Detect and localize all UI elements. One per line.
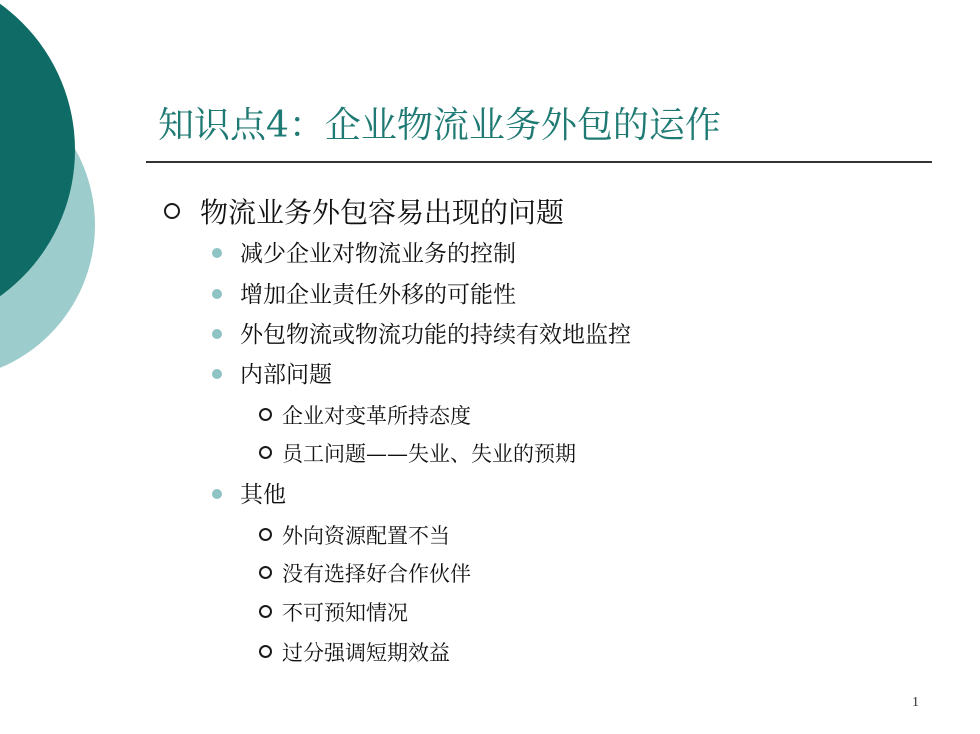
- hollow-circle-bullet-icon: [259, 645, 272, 658]
- bullet-level3-text: 不可预知情况: [282, 601, 408, 625]
- bullet-level2-text: 减少企业对物流业务的控制: [240, 241, 516, 267]
- bullet-level3-row: [259, 400, 471, 432]
- bullet-level1-row: [164, 193, 564, 233]
- hollow-circle-bullet-icon: [259, 566, 272, 579]
- filled-circle-bullet-icon: [212, 369, 222, 379]
- bullet-level2-text: 外包物流或物流功能的持续有效地监控: [240, 322, 631, 348]
- bullet-level2-text: 内部问题: [240, 362, 332, 388]
- bullet-level2-text: 增加企业责任外移的可能性: [240, 282, 516, 308]
- hollow-circle-bullet-icon: [259, 408, 272, 421]
- bullet-level3-row: [259, 520, 450, 552]
- bullet-level2-row: [212, 237, 516, 271]
- bullet-level2-row: [212, 278, 516, 312]
- bullet-level3-row: [259, 637, 450, 669]
- filled-circle-bullet-icon: [212, 329, 222, 339]
- page-number: 1: [912, 695, 919, 710]
- bullet-level3-text: 员工问题——失业、失业的预期: [282, 442, 576, 466]
- bullet-level3-row: [259, 597, 408, 629]
- filled-circle-bullet-icon: [212, 289, 222, 299]
- hollow-circle-bullet-icon: [259, 446, 272, 459]
- slide-title: 知识点4：企业物流业务外包的运作: [158, 105, 721, 146]
- bullet-level3-row: [259, 438, 576, 470]
- filled-circle-bullet-icon: [212, 489, 222, 499]
- bullet-level1-text: 物流业务外包容易出现的问题: [200, 196, 565, 229]
- bullet-level2-row: [212, 318, 631, 352]
- bullet-level3-text: 没有选择好合作伙伴: [282, 562, 471, 586]
- bullet-level2-row: [212, 358, 332, 392]
- bullet-level3-row: [259, 558, 471, 590]
- hollow-circle-bullet-icon: [259, 605, 272, 618]
- hollow-circle-bullet-icon: [259, 528, 272, 541]
- hollow-circle-bullet-icon: [164, 203, 180, 219]
- bullet-level3-text: 企业对变革所持态度: [282, 404, 471, 428]
- bullet-level3-text: 过分强调短期效益: [282, 641, 450, 665]
- bullet-level3-text: 外向资源配置不当: [282, 524, 450, 548]
- bullet-level2-text: 其他: [240, 482, 286, 508]
- bullet-level2-row: [212, 478, 286, 512]
- filled-circle-bullet-icon: [212, 248, 222, 258]
